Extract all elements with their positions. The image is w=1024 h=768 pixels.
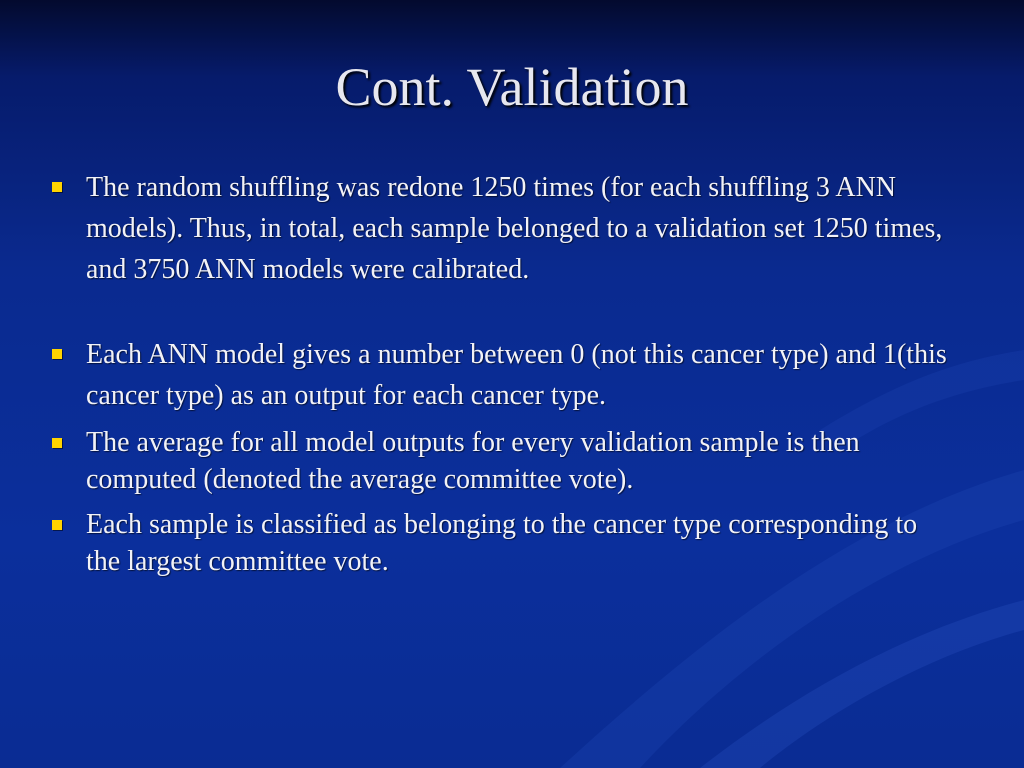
square-bullet-icon: [52, 182, 62, 192]
bullet-text: Each sample is classified as belonging to the cancer type corresponding to the largest committee vote.: [86, 509, 918, 577]
bullet-text: The random shuffling was redone 1250 times (for each shuffling 3 ANN models). Thus, in total, each sample belonged to a validation set 1250 times, and 3750 ANN models were calibrated.: [86, 172, 943, 285]
slide-title: Cont. Validation: [335, 57, 689, 117]
bullet-list: [48, 167, 948, 580]
square-bullet-icon: [52, 349, 62, 359]
bullet-item: [48, 424, 948, 498]
square-bullet-icon: [52, 438, 62, 448]
bullet-item: [48, 334, 948, 416]
bullet-text: The average for all model outputs for every validation sample is then computed (denoted the average committee vote).: [86, 427, 860, 495]
square-bullet-icon: [52, 520, 62, 530]
bullet-text: Each ANN model gives a number between 0 (not this cancer type) and 1(this cancer type) as an output for each cancer type.: [86, 339, 947, 411]
bullet-item: [48, 506, 948, 580]
bullet-item: [48, 167, 948, 290]
